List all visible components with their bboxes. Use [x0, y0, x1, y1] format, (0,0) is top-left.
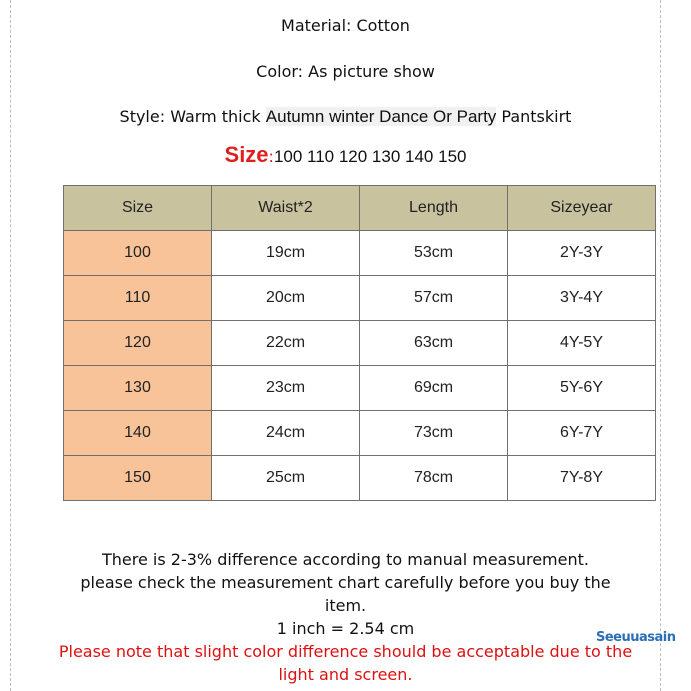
- cell-waist: 25cm: [212, 456, 360, 501]
- cell-waist: 22cm: [212, 321, 360, 366]
- cell-size: 130: [64, 366, 212, 411]
- cell-waist: 24cm: [212, 411, 360, 456]
- cell-waist: 19cm: [212, 231, 360, 276]
- note-line-4: 1 inch = 2.54 cm: [276, 619, 415, 638]
- cell-size: 100: [64, 231, 212, 276]
- cell-length: 53cm: [360, 231, 508, 276]
- style-prefix: Style: Warm thick: [119, 107, 266, 126]
- cell-length: 69cm: [360, 366, 508, 411]
- header-size: Size: [64, 186, 212, 231]
- cell-sizeyear: 6Y-7Y: [508, 411, 656, 456]
- table-row: [64, 411, 656, 456]
- header-length: Length: [360, 186, 508, 231]
- table-row: [64, 276, 656, 321]
- cell-length: 73cm: [360, 411, 508, 456]
- size-chart-table: [63, 185, 656, 501]
- cell-waist: 20cm: [212, 276, 360, 321]
- cell-length: 57cm: [360, 276, 508, 321]
- brand-logo: Seeuuasain: [596, 630, 676, 645]
- header-waist: Waist*2: [212, 186, 360, 231]
- style-suffix: Pantskirt: [496, 107, 572, 126]
- table-row: [64, 321, 656, 366]
- cell-length: 78cm: [360, 456, 508, 501]
- note-line-3: item.: [324, 596, 367, 615]
- cell-size: 150: [64, 456, 212, 501]
- material-text: Material: Cotton: [281, 16, 410, 35]
- table-row: [64, 231, 656, 276]
- cell-waist: 23cm: [212, 366, 360, 411]
- cell-sizeyear: 3Y-4Y: [508, 276, 656, 321]
- cell-length: 63cm: [360, 321, 508, 366]
- cell-size: 140: [64, 411, 212, 456]
- style-highlight: Autumn winter Dance Or Party: [265, 107, 497, 126]
- note-line-2: please check the measurement chart carefully before you buy the: [80, 573, 611, 592]
- cell-sizeyear: 2Y-3Y: [508, 231, 656, 276]
- table-row: [64, 456, 656, 501]
- cell-size: 110: [64, 276, 212, 321]
- style-text: [0, 107, 691, 127]
- size-colon: :: [268, 147, 274, 166]
- size-line: [0, 142, 691, 168]
- cell-size: 120: [64, 321, 212, 366]
- color-note-line-2: light and screen.: [278, 665, 413, 684]
- note-line-1: There is 2-3% difference according to manual measurement.: [102, 550, 589, 569]
- table-header-row: [64, 186, 656, 231]
- cell-sizeyear: 4Y-5Y: [508, 321, 656, 366]
- header-sizeyear: Sizeyear: [508, 186, 656, 231]
- table-row: [64, 366, 656, 411]
- color-text: Color: As picture show: [256, 62, 435, 81]
- cell-sizeyear: 7Y-8Y: [508, 456, 656, 501]
- size-values: 100 110 120 130 140 150: [273, 147, 467, 166]
- cell-sizeyear: 5Y-6Y: [508, 366, 656, 411]
- size-label: Size: [224, 142, 269, 167]
- color-note-line-1: Please note that slight color difference should be acceptable due to the: [58, 642, 633, 661]
